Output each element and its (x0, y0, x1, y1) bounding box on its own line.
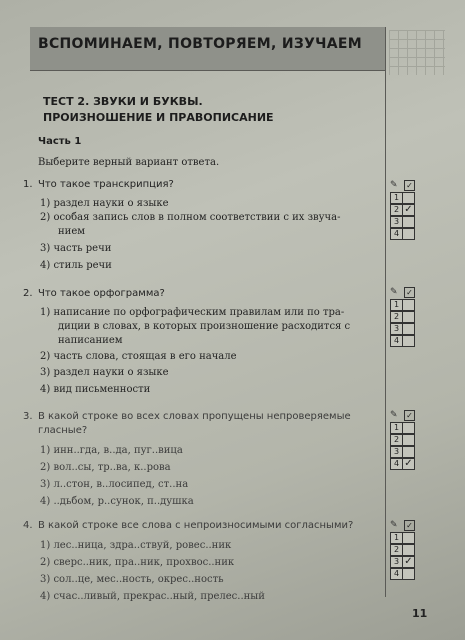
test-title-line1: ТЕСТ 2. ЗВУКИ И БУКВЫ. (43, 95, 203, 108)
answer-checkbox[interactable] (402, 532, 415, 544)
answer-row (388, 228, 422, 239)
answer-row (388, 544, 422, 555)
answer-number: 3 (390, 216, 403, 228)
answer-checkbox[interactable] (402, 422, 415, 434)
answer-number: 3 (390, 323, 403, 335)
pencil-icon: ✎ (390, 180, 398, 190)
margin-line (385, 27, 386, 597)
pencil-icon: ✎ (390, 410, 398, 420)
answer-row (388, 311, 422, 322)
answer-checkbox[interactable] (402, 299, 415, 311)
q3-option: 2) вол..сы, тр..ва, к..рова (40, 462, 171, 473)
q2-option: 4) вид письменности (40, 384, 151, 395)
question-4-number: 4. (23, 520, 33, 531)
test-title (43, 94, 274, 126)
q3-option: 4) ..дьбом, р..сунок, п..душка (40, 496, 194, 507)
answer-number: 4 (390, 335, 403, 347)
answer-header (388, 287, 422, 299)
q2-option: 1) написание по орфографическим правилам или по тра- (40, 307, 345, 318)
answer-number: 4 (390, 568, 403, 580)
answer-checkbox[interactable] (402, 544, 415, 556)
answer-checkbox[interactable] (402, 216, 415, 228)
answer-row (388, 204, 422, 215)
q2-option: 3) раздел науки о языке (40, 367, 169, 378)
answer-row (388, 568, 422, 579)
answer-checkbox[interactable] (402, 434, 415, 446)
answer-row (388, 458, 422, 469)
question-1-number: 1. (23, 179, 33, 190)
checked-box-icon: ✓ (404, 410, 415, 421)
answer-block-2 (388, 287, 422, 347)
answer-row (388, 434, 422, 445)
question-1-text: Что такое транскрипция? (38, 179, 174, 190)
q4-option: 4) счас..ливый, прекрас..ный, прелес..ный (40, 591, 265, 602)
checked-box-icon: ✓ (404, 520, 415, 531)
answer-row (388, 446, 422, 457)
q4-option: 3) сол..це, мес..ность, окрес..ность (40, 574, 224, 585)
grid-pattern (389, 30, 445, 75)
section-title: ВСПОМИНАЕМ, ПОВТОРЯЕМ, ИЗУЧАЕМ (38, 36, 363, 52)
answer-checkbox[interactable]: ✓ (402, 458, 415, 470)
question-4-text: В какой строке все слова с непроизносимыми согласными? (38, 520, 354, 531)
answer-number: 1 (390, 192, 403, 204)
q4-option: 2) сверс..ник, пра..ник, прохвос..ник (40, 557, 235, 568)
q1-option: 4) стиль речи (40, 260, 112, 271)
q1-option: нием (58, 226, 86, 237)
answer-row (388, 556, 422, 567)
answer-number: 1 (390, 532, 403, 544)
answer-row (388, 422, 422, 433)
answer-number: 1 (390, 299, 403, 311)
answer-number: 2 (390, 204, 403, 216)
answer-checkbox[interactable] (402, 568, 415, 580)
answer-number: 3 (390, 556, 403, 568)
checked-box-icon: ✓ (404, 287, 415, 298)
instruction: Выберите верный вариант ответа. (38, 157, 220, 168)
q2-option: написанием (58, 335, 123, 346)
answer-row (388, 299, 422, 310)
q3-option: 3) л..стон, в..лосипед, ст..на (40, 479, 189, 490)
test-title-line2: ПРОИЗНОШЕНИЕ И ПРАВОПИСАНИЕ (43, 111, 274, 124)
answer-row (388, 532, 422, 543)
pencil-icon: ✎ (390, 287, 398, 297)
answer-number: 4 (390, 228, 403, 240)
answer-checkbox[interactable]: ✓ (402, 556, 415, 568)
answer-checkbox[interactable]: ✓ (402, 204, 415, 216)
answer-number: 2 (390, 311, 403, 323)
q2-option: диции в словах, в которых произношение расходится с (58, 321, 351, 332)
answer-row (388, 323, 422, 334)
answer-header (388, 180, 422, 192)
answer-row (388, 216, 422, 227)
answer-checkbox[interactable] (402, 311, 415, 323)
q4-option: 1) лес..ница, здра..ствуй, ровес..ник (40, 540, 232, 551)
answer-block-3 (388, 410, 422, 470)
answer-checkbox[interactable] (402, 446, 415, 458)
page-number: 11 (412, 607, 428, 620)
question-2-text: Что такое орфограмма? (38, 288, 165, 299)
answer-checkbox[interactable] (402, 323, 415, 335)
answer-number: 3 (390, 446, 403, 458)
part-label: Часть 1 (38, 136, 82, 147)
section-header (30, 27, 385, 70)
question-3-text: В какой строке во всех словах пропущены непроверяемые (38, 411, 351, 422)
answer-checkbox[interactable] (402, 228, 415, 240)
question-3-text-cont: гласные? (38, 425, 88, 436)
q1-option: 2) особая запись слов в полном соответствии с их звуча- (40, 212, 341, 223)
answer-row (388, 192, 422, 203)
answer-header (388, 410, 422, 422)
question-3-number: 3. (23, 411, 33, 422)
q3-option: 1) инн..гда, в..да, пуг..вица (40, 445, 183, 456)
answer-number: 2 (390, 544, 403, 556)
checked-box-icon: ✓ (404, 180, 415, 191)
pencil-icon: ✎ (390, 520, 398, 530)
answer-checkbox[interactable] (402, 335, 415, 347)
q1-option: 1) раздел науки о языке (40, 198, 169, 209)
answer-number: 2 (390, 434, 403, 446)
answer-block-1 (388, 180, 422, 240)
answer-header (388, 520, 422, 532)
answer-row (388, 335, 422, 346)
question-2-number: 2. (23, 288, 33, 299)
q2-option: 2) часть слова, стоящая в его начале (40, 351, 237, 362)
divider (30, 70, 385, 71)
answer-number: 4 (390, 458, 403, 470)
q1-option: 3) часть речи (40, 243, 112, 254)
answer-number: 1 (390, 422, 403, 434)
answer-block-4 (388, 520, 422, 580)
answer-checkbox[interactable] (402, 192, 415, 204)
